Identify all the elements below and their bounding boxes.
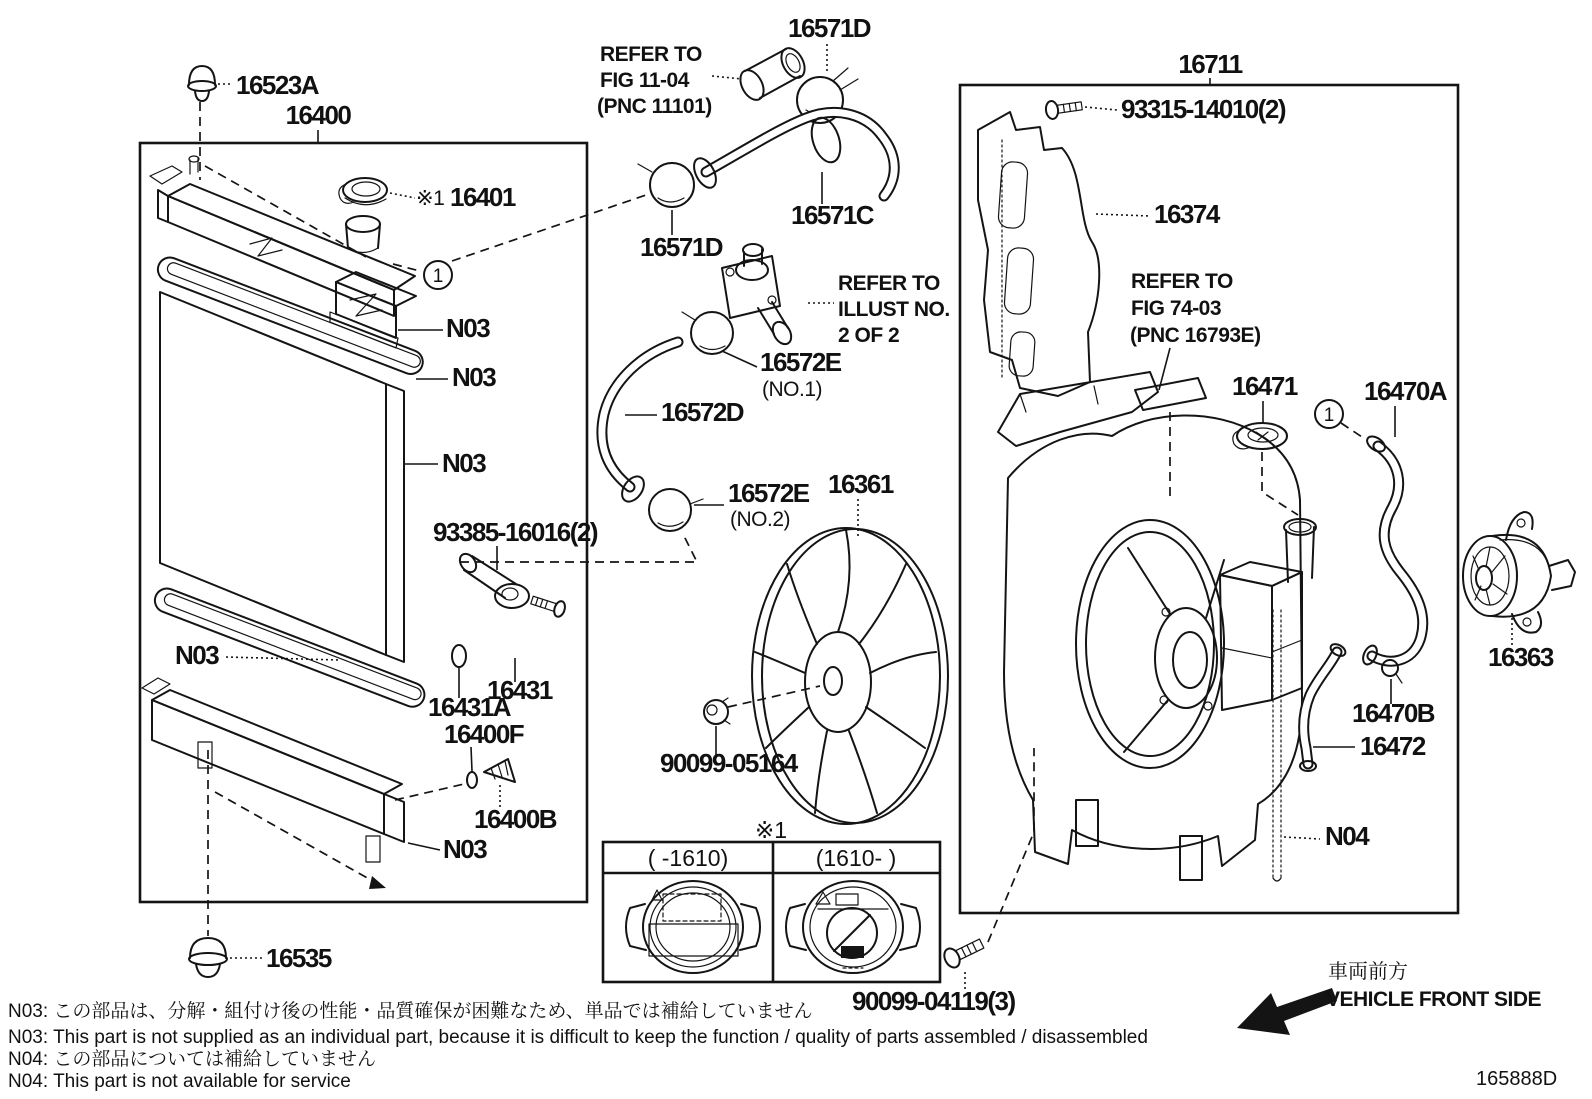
label-16571d-left: 16571D <box>640 232 723 262</box>
cap-before-icon <box>626 881 760 973</box>
fan-blade-drawing <box>752 528 948 824</box>
label-n03-3: N03 <box>442 448 486 478</box>
refer-illust-line2: ILLUST NO. <box>838 298 950 321</box>
callout-number: 1 <box>432 266 444 287</box>
refer-fig1104-line2: FIG 11-04 <box>600 69 689 92</box>
hose-16472-drawing <box>1300 642 1347 771</box>
label-90099-05164: 90099-05164 <box>660 748 797 778</box>
refer-fig7403-line1: REFER TO <box>1131 270 1233 293</box>
label-90099-04119: 90099-04119(3) <box>852 986 1015 1016</box>
label-16572d: 16572D <box>661 397 744 427</box>
label-16431a: 16431A <box>428 692 511 722</box>
note-n03-en: N03: This part is not supplied as an individual part, because it is difficult to keep the function / quality of parts assembled / disassembled <box>8 1027 1148 1048</box>
drain-plug-icon <box>484 759 515 782</box>
refer-fig7403-line3: (PNC 16793E) <box>1130 324 1261 347</box>
label-n04: N04 <box>1325 821 1369 851</box>
oring-16400f-icon <box>467 772 477 788</box>
lower-support-icon <box>189 938 227 977</box>
refer-illust-line1: REFER TO <box>838 272 940 295</box>
table-col-after: (1610- ) <box>815 845 897 871</box>
table-note-ref: ※1 <box>755 817 788 843</box>
clamp-16571d-lower-icon <box>638 163 694 207</box>
cap-after-icon <box>786 881 920 973</box>
callout-circle-1-right <box>1315 400 1343 428</box>
label-16361: 16361 <box>828 469 893 499</box>
refer-fig1104-line3: (PNC 11101) <box>597 95 712 118</box>
label-16400: 16400 <box>285 100 351 130</box>
note-n04-en: N04: This part is not available for service <box>8 1071 351 1092</box>
label-16472: 16472 <box>1360 731 1425 761</box>
air-guide-drawing <box>978 112 1099 396</box>
clamp-16572e-no1-icon <box>682 312 733 354</box>
label-16470a: 16470A <box>1364 376 1447 406</box>
label-16431: 16431 <box>487 675 552 705</box>
fan-motor-drawing <box>1463 512 1575 633</box>
drain-pipe-icon <box>457 551 567 618</box>
label-16571c: 16571C <box>791 200 874 230</box>
clamp-16572e-no2-icon <box>649 489 703 531</box>
label-16400b: 16400B <box>474 804 557 834</box>
label-16711: 16711 <box>1178 49 1242 79</box>
front-marker-jp: 車両前方 <box>1328 961 1408 983</box>
front-marker <box>1326 960 1542 1011</box>
label-no2: (NO.2) <box>730 508 790 531</box>
drawing-code: 165888D <box>1476 1068 1558 1090</box>
refer-illust-line3: 2 OF 2 <box>838 324 900 347</box>
label-16470b: 16470B <box>1352 698 1435 728</box>
front-marker-en: VEHICLE FRONT SIDE <box>1326 988 1542 1011</box>
radiator-cap-icon <box>339 178 387 205</box>
label-93385: 93385-16016(2) <box>433 517 598 547</box>
label-16363: 16363 <box>1488 642 1553 672</box>
label-n03-4: N03 <box>175 640 219 670</box>
note-n04-jp: N04: この部品については補給していません <box>8 1049 377 1070</box>
label-16471: 16471 <box>1232 371 1297 401</box>
label-93315: 93315-14010(2) <box>1121 94 1286 124</box>
label-n03-5: N03 <box>443 834 487 864</box>
screw-90099-04119-icon <box>941 935 986 971</box>
hose-16470a-drawing <box>1360 433 1422 666</box>
screw-93315-icon <box>1045 97 1083 120</box>
label-16571d-top: 16571D <box>788 13 871 43</box>
label-16523a: 16523A <box>236 70 319 100</box>
callout-circle-1-left <box>424 261 452 289</box>
label-16374: 16374 <box>1154 199 1219 229</box>
table-col-before: ( -1610) <box>647 845 729 871</box>
label-n03-2: N03 <box>452 362 496 392</box>
nut-90099-05164-icon <box>704 698 730 724</box>
label-16535: 16535 <box>266 943 331 973</box>
label-16400f: 16400F <box>444 719 524 749</box>
label-star1: ※1 <box>416 187 445 210</box>
label-16401: 16401 <box>450 182 515 212</box>
label-n03-1: N03 <box>446 313 490 343</box>
label-16572e-no2: 16572E <box>728 478 809 508</box>
note-n03-jp: N03: この部品は、分解・組付け後の性能・品質確保が困難なため、単品では補給していません <box>8 1001 813 1022</box>
label-16572e-no1: 16572E <box>760 347 841 377</box>
vehicle-front-arrow <box>1237 988 1337 1035</box>
label-no1: (NO.1) <box>762 378 822 401</box>
refer-fig1104-line1: REFER TO <box>600 43 702 66</box>
callout-number: 1 <box>1323 405 1335 426</box>
grommet-16523a-icon <box>188 66 216 101</box>
refer-fig7403-line2: FIG 74-03 <box>1131 297 1222 320</box>
oring-16431a-icon <box>452 645 466 667</box>
